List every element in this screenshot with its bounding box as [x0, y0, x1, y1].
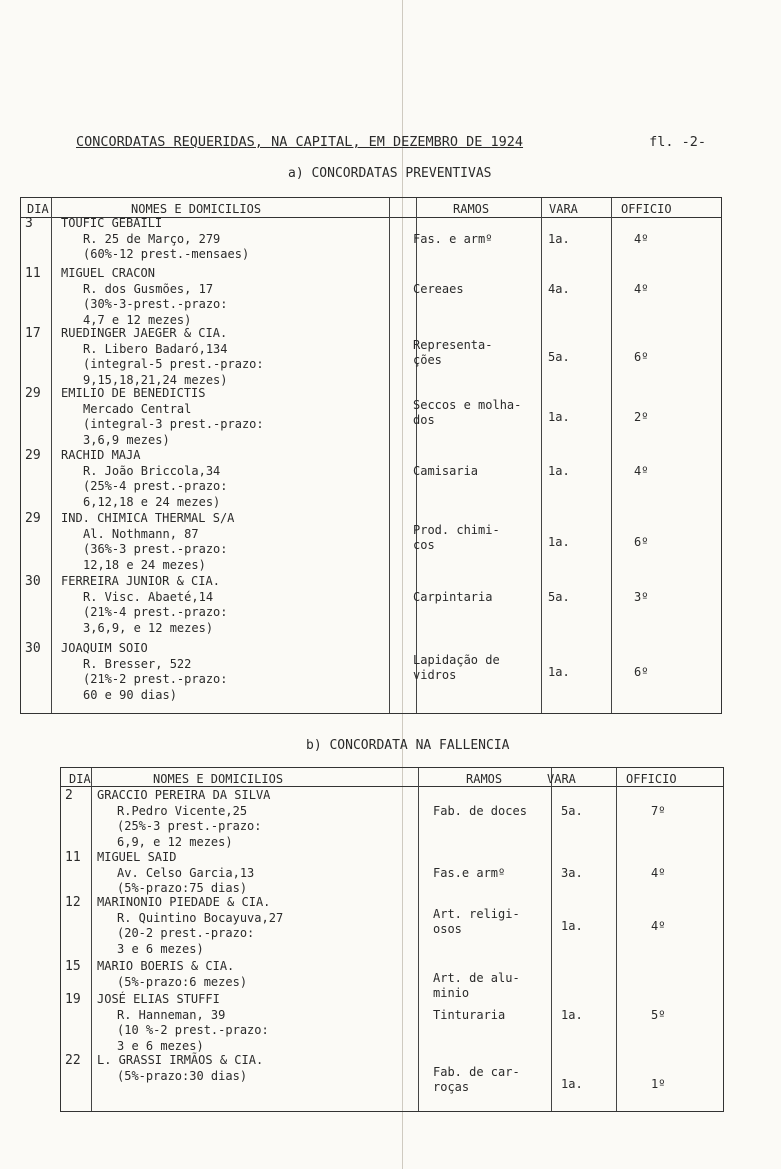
row-dia: 19: [65, 992, 81, 1007]
row-domicilio-line: (25%-3 prest.-prazo:: [117, 819, 262, 833]
row-officio: 4º: [634, 231, 649, 246]
row-domicilio-line: 3,6,9, e 12 mezes): [83, 620, 214, 635]
column-header-nomes: NOMES E DOMICILIOS: [131, 202, 262, 216]
row-domicilio-line: 60 e 90 dias): [83, 687, 177, 702]
row-dia: 2: [65, 788, 73, 803]
row-dia: 3: [25, 216, 33, 231]
row-domicilio-line: 3 e 6 mezes): [117, 1038, 204, 1053]
row-officio: 2º: [634, 409, 649, 424]
row-vara: 1a.: [548, 664, 570, 679]
column-rule: [418, 768, 419, 1111]
row-ramo: Lapidação de vidros: [413, 652, 500, 682]
row-domicilio-line: (5%-prazo:30 dias): [117, 1068, 248, 1083]
row-ramo: Carpintaria: [413, 589, 493, 604]
row-ramo: Representa- ções: [413, 337, 493, 367]
row-domicilio-line: (21%-2 prest.-prazo:: [83, 672, 228, 686]
row-domicilio-line: Av. Celso Garcia,13: [117, 865, 255, 880]
row-dia: 12: [65, 895, 81, 910]
row-domicilio-line: R. 25 de Março, 279: [83, 231, 221, 246]
row-dia: 29: [25, 448, 41, 463]
section-b-title: b) CONCORDATA NA FALLENCIA: [306, 738, 510, 753]
row-nome: MARIO BOERIS & CIA.: [97, 959, 235, 973]
row-nome: IND. CHIMICA THERMAL S/A: [61, 511, 235, 525]
column-header-vara: VARA: [547, 772, 576, 786]
document-header: [76, 134, 706, 150]
row-domicilio-line: R. Bresser, 522: [83, 656, 192, 671]
row-vara: 1a.: [561, 1007, 583, 1022]
column-rule: [416, 198, 417, 713]
row-dia: 11: [25, 266, 41, 281]
row-ramo: Fab. de car- roças: [433, 1064, 520, 1094]
row-ramo: Fas. e armº: [413, 231, 493, 246]
row-dia: 30: [25, 574, 41, 589]
row-domicilio-line: (integral-5 prest.-prazo:: [83, 357, 264, 371]
row-nome: EMILIO DE BENEDICTIS: [61, 386, 206, 400]
row-nome: FERREIRA JUNIOR & CIA.: [61, 574, 220, 588]
row-ramo: Seccos e molha- dos: [413, 397, 522, 427]
row-ramo: Fab. de doces: [433, 803, 527, 818]
row-officio: 4º: [634, 281, 649, 296]
row-domicilio-line: Al. Nothmann, 87: [83, 526, 199, 541]
column-rule: [51, 198, 52, 713]
row-nome: RUEDINGER JAEGER & CIA.: [61, 326, 228, 340]
column-rule: [541, 198, 542, 713]
row-domicilio-line: (integral-3 prest.-prazo:: [83, 417, 264, 431]
row-vara: 5a.: [548, 349, 570, 364]
row-domicilio-line: 6,9, e 12 mezes): [117, 834, 233, 849]
row-dia: 22: [65, 1053, 81, 1068]
row-domicilio-line: (60%-12 prest.-mensaes): [83, 247, 250, 261]
row-dia: 17: [25, 326, 41, 341]
row-vara: 1a.: [561, 918, 583, 933]
row-domicilio-line: 3,6,9 mezes): [83, 432, 170, 447]
row-ramo: Cereaes: [413, 281, 464, 296]
column-header-nomes: NOMES E DOMICILIOS: [153, 772, 284, 786]
row-vara: 3a.: [561, 865, 583, 880]
row-vara: 1a.: [561, 1076, 583, 1091]
row-officio: 7º: [651, 803, 666, 818]
row-dia: 15: [65, 959, 81, 974]
row-nome: MIGUEL CRACON: [61, 266, 155, 280]
column-header-ramos: RAMOS: [453, 202, 490, 216]
row-domicilio-line: (10 %-2 prest.-prazo:: [117, 1023, 269, 1037]
row-ramo: Tinturaria: [433, 1007, 506, 1022]
page-number: fl. -2-: [649, 134, 706, 150]
row-nome: GRACCIO PEREIRA DA SILVA: [97, 788, 271, 802]
table-preventivas: [20, 197, 722, 714]
column-rule: [389, 198, 390, 713]
section-a-title: a) CONCORDATAS PREVENTIVAS: [288, 166, 492, 181]
row-domicilio-line: 12,18 e 24 mezes): [83, 557, 206, 572]
table-header-rule: [61, 786, 723, 787]
row-dia: 11: [65, 850, 81, 865]
row-officio: 6º: [634, 664, 649, 679]
document-title: CONCORDATAS REQUERIDAS, NA CAPITAL, EM DEZEMBRO DE 1924: [76, 134, 524, 150]
column-header-officio: OFFICIO: [621, 202, 672, 216]
column-header-dia: DIA: [27, 202, 49, 216]
row-officio: 3º: [634, 589, 649, 604]
column-header-ramos: RAMOS: [466, 772, 503, 786]
row-nome: MIGUEL SAID: [97, 850, 177, 864]
row-domicilio-line: (21%-4 prest.-prazo:: [83, 605, 228, 619]
row-domicilio-line: 4,7 e 12 mezes): [83, 312, 192, 327]
row-vara: 4a.: [548, 281, 570, 296]
column-rule: [551, 768, 552, 1111]
row-vara: 5a.: [561, 803, 583, 818]
row-vara: 1a.: [548, 409, 570, 424]
row-nome: JOAQUIM SOIO: [61, 641, 148, 655]
row-domicilio-line: (36%-3 prest.-prazo:: [83, 542, 228, 556]
row-domicilio-line: R. Visc. Abaeté,14: [83, 589, 214, 604]
row-domicilio-line: (25%-4 prest.-prazo:: [83, 479, 228, 493]
row-domicilio-line: 9,15,18,21,24 mezes): [83, 372, 228, 387]
row-domicilio-line: (5%-prazo:75 dias): [117, 881, 248, 895]
row-ramo: Fas.e armº: [433, 865, 506, 880]
row-vara: 1a.: [548, 231, 570, 246]
column-header-vara: VARA: [549, 202, 578, 216]
row-ramo: Prod. chimi- cos: [413, 522, 500, 552]
row-domicilio-line: R.Pedro Vicente,25: [117, 803, 248, 818]
column-rule: [91, 768, 92, 1111]
row-nome: L. GRASSI IRMÃOS & CIA.: [97, 1053, 264, 1067]
row-officio: 5º: [651, 1007, 666, 1022]
row-ramo: Art. religi- osos: [433, 906, 520, 936]
row-officio: 1º: [651, 1076, 666, 1091]
column-rule: [611, 198, 612, 713]
row-vara: 1a.: [548, 534, 570, 549]
row-domicilio-line: R. Hanneman, 39: [117, 1007, 226, 1022]
column-header-dia: DIA: [69, 772, 91, 786]
row-nome: RACHID MAJA: [61, 448, 141, 462]
table-fallencia: [60, 767, 724, 1112]
row-domicilio-line: Mercado Central: [83, 401, 192, 416]
row-domicilio-line: R. dos Gusmões, 17: [83, 281, 214, 296]
column-rule: [616, 768, 617, 1111]
row-officio: 6º: [634, 349, 649, 364]
row-officio: 4º: [651, 918, 666, 933]
row-domicilio-line: (30%-3-prest.-prazo:: [83, 297, 228, 311]
column-header-officio: OFFICIO: [626, 772, 677, 786]
row-domicilio-line: (5%-prazo:6 mezes): [117, 974, 248, 989]
row-dia: 29: [25, 511, 41, 526]
row-officio: 4º: [651, 865, 666, 880]
row-domicilio-line: R. João Briccola,34: [83, 463, 221, 478]
row-domicilio-line: 6,12,18 e 24 mezes): [83, 494, 221, 509]
row-vara: 1a.: [548, 463, 570, 478]
row-nome: TOUFIC GEBAILI: [61, 216, 163, 230]
row-dia: 30: [25, 641, 41, 656]
row-domicilio-line: R. Libero Badaró,134: [83, 341, 228, 356]
row-domicilio-line: (20-2 prest.-prazo:: [117, 926, 255, 940]
row-officio: 4º: [634, 463, 649, 478]
row-dia: 29: [25, 386, 41, 401]
row-ramo: Art. de alu- minio: [433, 970, 520, 1000]
row-nome: JOSÉ ELIAS STUFFI: [97, 992, 220, 1006]
row-officio: 6º: [634, 534, 649, 549]
row-domicilio-line: 3 e 6 mezes): [117, 941, 204, 956]
row-nome: MARINONIO PIEDADE & CIA.: [97, 895, 271, 909]
row-ramo: Camisaria: [413, 463, 479, 478]
row-vara: 5a.: [548, 589, 570, 604]
row-domicilio-line: R. Quintino Bocayuva,27: [117, 910, 284, 925]
